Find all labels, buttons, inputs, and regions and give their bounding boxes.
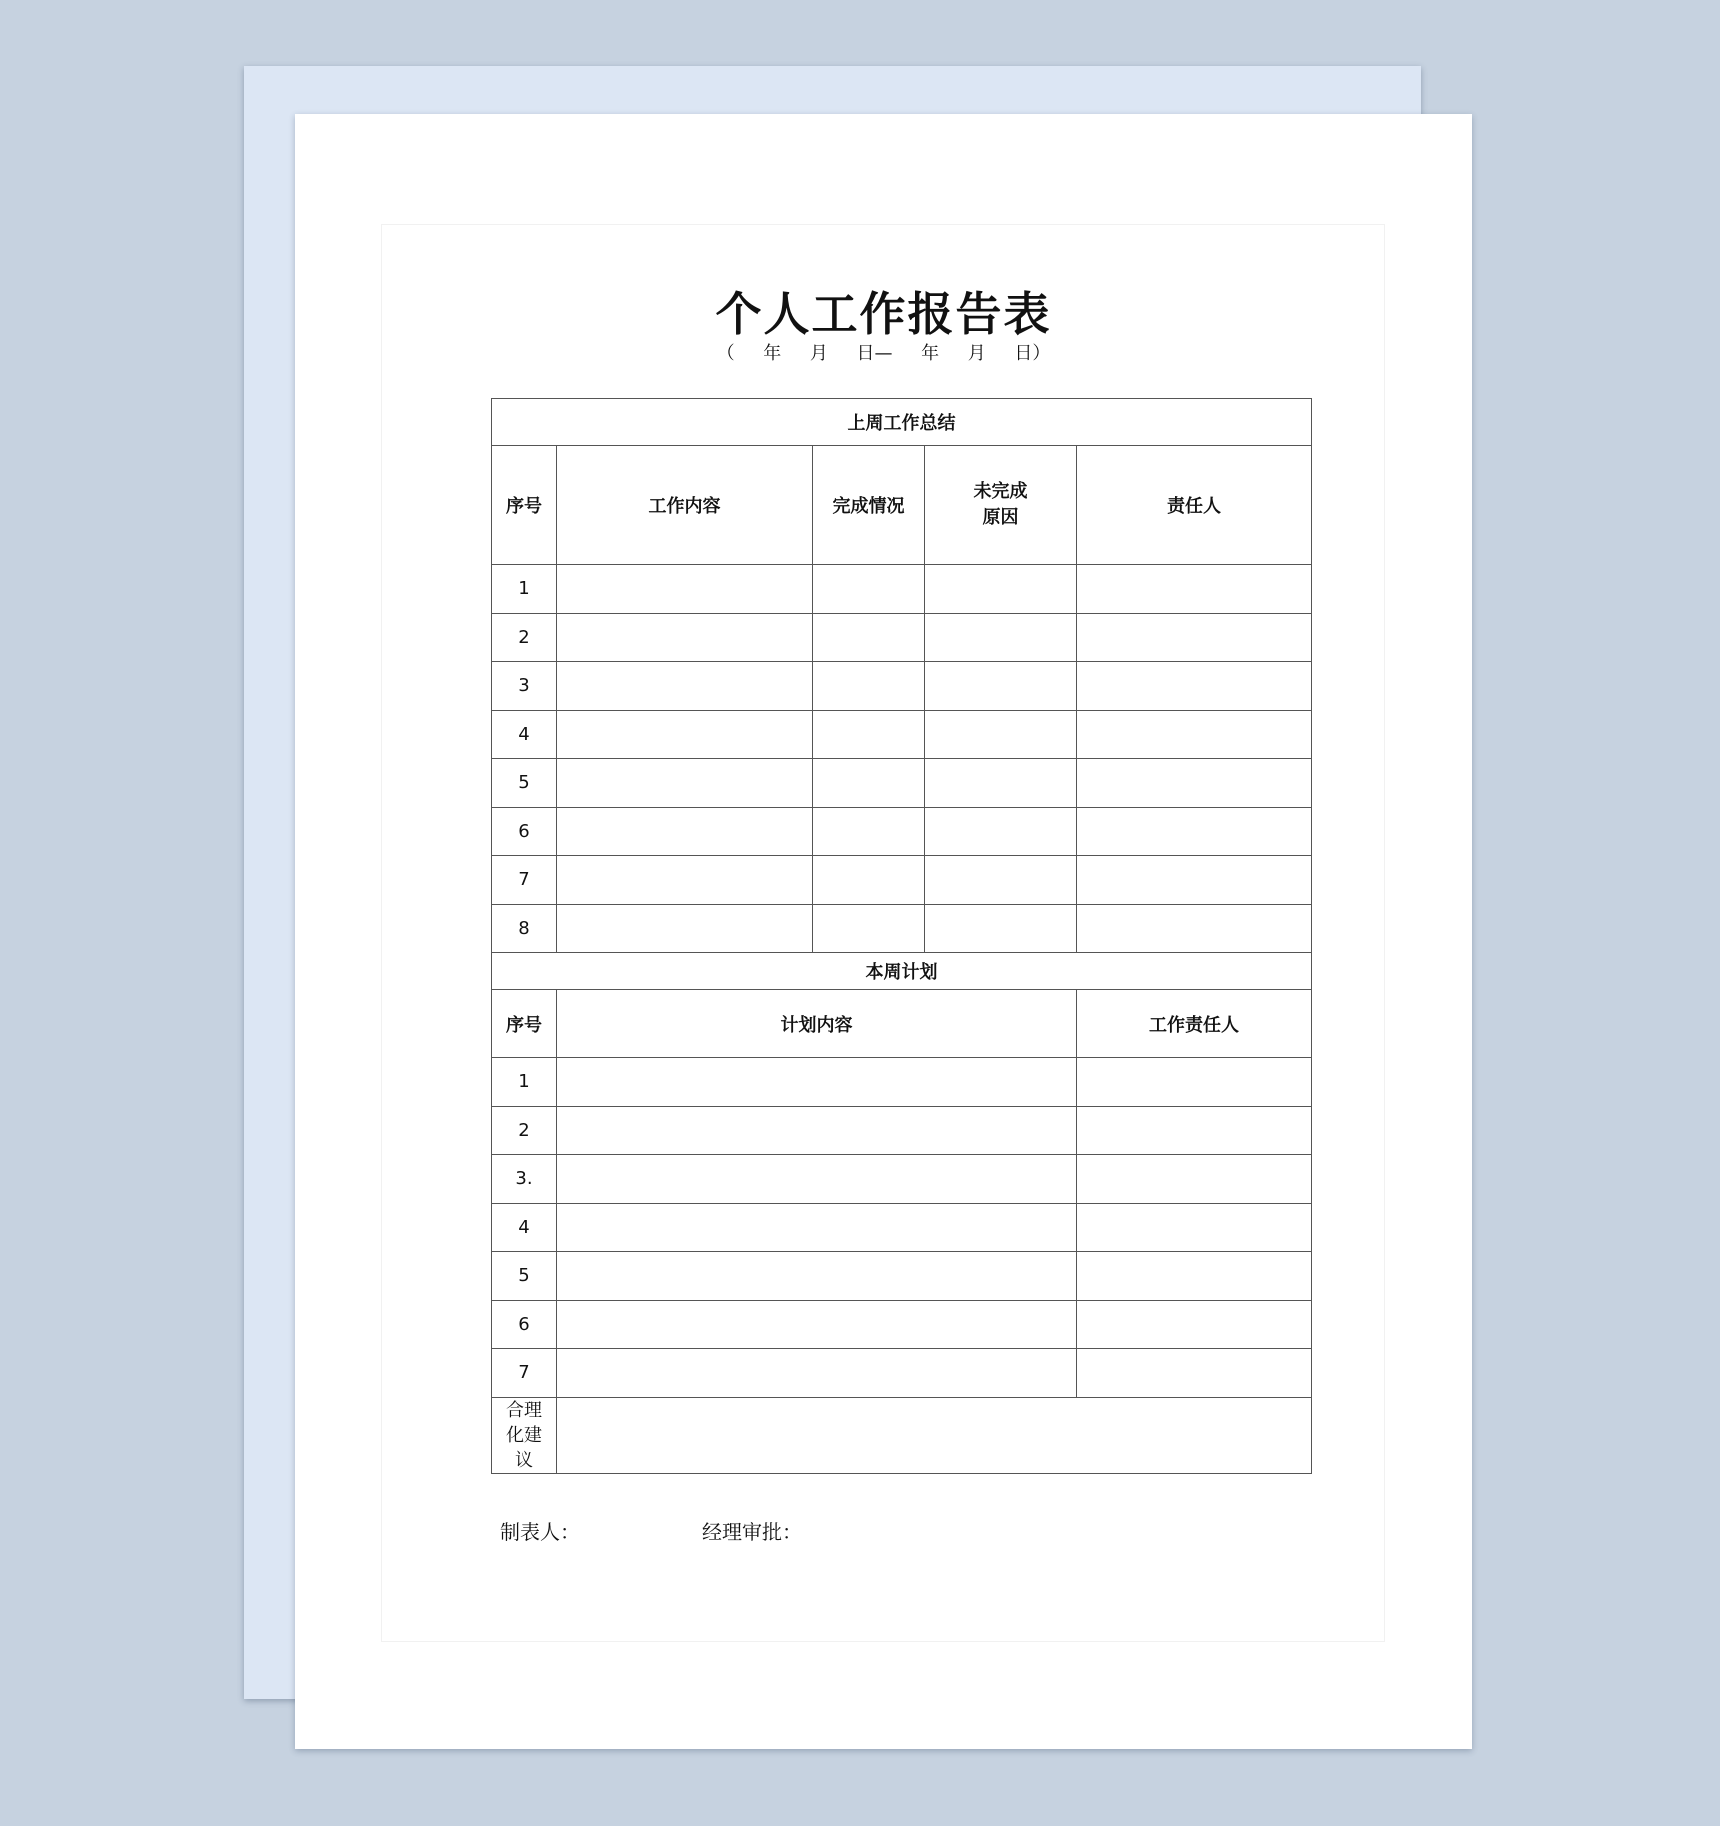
reason-cell[interactable] — [925, 613, 1077, 662]
table-row — [492, 1058, 1312, 1107]
work-content-cell[interactable] — [557, 807, 813, 856]
work-content-cell[interactable] — [557, 856, 813, 905]
completion-cell[interactable] — [813, 613, 925, 662]
responsible-cell[interactable] — [1077, 1155, 1312, 1204]
header-incomplete-reason: 未完成 原因 — [925, 446, 1077, 565]
last-week-section-title: 上周工作总结 — [492, 399, 1312, 446]
work-content-cell[interactable] — [557, 565, 813, 614]
responsible-cell[interactable] — [1077, 759, 1312, 808]
plan-content-cell[interactable] — [557, 1252, 1077, 1301]
report-table — [491, 398, 1312, 1474]
row-index: 4 — [492, 710, 557, 759]
this-week-header-row — [492, 990, 1312, 1058]
completion-cell[interactable] — [813, 807, 925, 856]
signature-line — [500, 1516, 1200, 1546]
responsible-cell[interactable] — [1077, 1106, 1312, 1155]
document-title: 个人工作报告表 — [715, 287, 1052, 341]
table-row — [492, 1300, 1312, 1349]
row-index: 2 — [492, 1106, 557, 1155]
reason-cell[interactable] — [925, 759, 1077, 808]
row-index: 6 — [492, 1300, 557, 1349]
last-week-section-row — [492, 399, 1312, 446]
row-index: 6 — [492, 807, 557, 856]
responsible-cell[interactable] — [1077, 807, 1312, 856]
responsible-cell[interactable] — [1077, 1349, 1312, 1398]
work-content-cell[interactable] — [557, 759, 813, 808]
table-row — [492, 1252, 1312, 1301]
header-completion-status: 完成情况 — [813, 446, 925, 565]
manager-approval-label: 经理审批： — [702, 1520, 802, 1544]
responsible-cell[interactable] — [1077, 565, 1312, 614]
reason-cell[interactable] — [925, 710, 1077, 759]
this-week-section-row — [492, 953, 1312, 990]
responsible-cell[interactable] — [1077, 1300, 1312, 1349]
reason-cell[interactable] — [925, 807, 1077, 856]
table-row — [492, 1203, 1312, 1252]
completion-cell[interactable] — [813, 904, 925, 953]
table-row — [492, 1349, 1312, 1398]
table-row — [492, 904, 1312, 953]
row-index: 5 — [492, 1252, 557, 1301]
row-index: 1 — [492, 565, 557, 614]
row-index: 8 — [492, 904, 557, 953]
row-index: 7 — [492, 1349, 557, 1398]
header-index: 序号 — [492, 990, 557, 1058]
header-index: 序号 — [492, 446, 557, 565]
row-index: 3. — [492, 1155, 557, 1204]
last-week-header-row — [492, 446, 1312, 565]
responsible-cell[interactable] — [1077, 1203, 1312, 1252]
header-plan-content: 计划内容 — [557, 990, 1077, 1058]
table-row — [492, 565, 1312, 614]
plan-content-cell[interactable] — [557, 1155, 1077, 1204]
reason-cell[interactable] — [925, 662, 1077, 711]
date-range: （ 年 月 日— 年 月 日） — [716, 343, 1051, 364]
completion-cell[interactable] — [813, 565, 925, 614]
row-index: 1 — [492, 1058, 557, 1107]
responsible-cell[interactable] — [1077, 856, 1312, 905]
table-row — [492, 856, 1312, 905]
header-work-content: 工作内容 — [557, 446, 813, 565]
header-responsible-person: 责任人 — [1077, 446, 1312, 565]
responsible-cell[interactable] — [1077, 1252, 1312, 1301]
reason-cell[interactable] — [925, 565, 1077, 614]
preparer-label: 制表人： — [500, 1520, 580, 1544]
table-row — [492, 613, 1312, 662]
this-week-section-title: 本周计划 — [492, 953, 1312, 990]
row-index: 4 — [492, 1203, 557, 1252]
responsible-cell[interactable] — [1077, 662, 1312, 711]
header-work-responsible: 工作责任人 — [1077, 990, 1312, 1058]
table-row — [492, 807, 1312, 856]
row-index: 5 — [492, 759, 557, 808]
table-row — [492, 710, 1312, 759]
work-content-cell[interactable] — [557, 613, 813, 662]
plan-content-cell[interactable] — [557, 1203, 1077, 1252]
work-content-cell[interactable] — [557, 710, 813, 759]
table-row — [492, 1106, 1312, 1155]
table-row — [492, 662, 1312, 711]
reason-cell[interactable] — [925, 904, 1077, 953]
reason-cell[interactable] — [925, 856, 1077, 905]
completion-cell[interactable] — [813, 710, 925, 759]
responsible-cell[interactable] — [1077, 710, 1312, 759]
suggestion-label: 合理 化建 议 — [492, 1397, 557, 1474]
responsible-cell[interactable] — [1077, 1058, 1312, 1107]
completion-cell[interactable] — [813, 662, 925, 711]
completion-cell[interactable] — [813, 759, 925, 808]
report-sheet — [295, 114, 1472, 1749]
plan-content-cell[interactable] — [557, 1300, 1077, 1349]
row-index: 7 — [492, 856, 557, 905]
suggestion-cell[interactable] — [557, 1397, 1312, 1474]
completion-cell[interactable] — [813, 856, 925, 905]
responsible-cell[interactable] — [1077, 904, 1312, 953]
plan-content-cell[interactable] — [557, 1349, 1077, 1398]
row-index: 3 — [492, 662, 557, 711]
work-content-cell[interactable] — [557, 662, 813, 711]
work-content-cell[interactable] — [557, 904, 813, 953]
table-row — [492, 759, 1312, 808]
row-index: 2 — [492, 613, 557, 662]
suggestion-row — [492, 1397, 1312, 1474]
plan-content-cell[interactable] — [557, 1058, 1077, 1107]
table-row — [492, 1155, 1312, 1204]
plan-content-cell[interactable] — [557, 1106, 1077, 1155]
responsible-cell[interactable] — [1077, 613, 1312, 662]
